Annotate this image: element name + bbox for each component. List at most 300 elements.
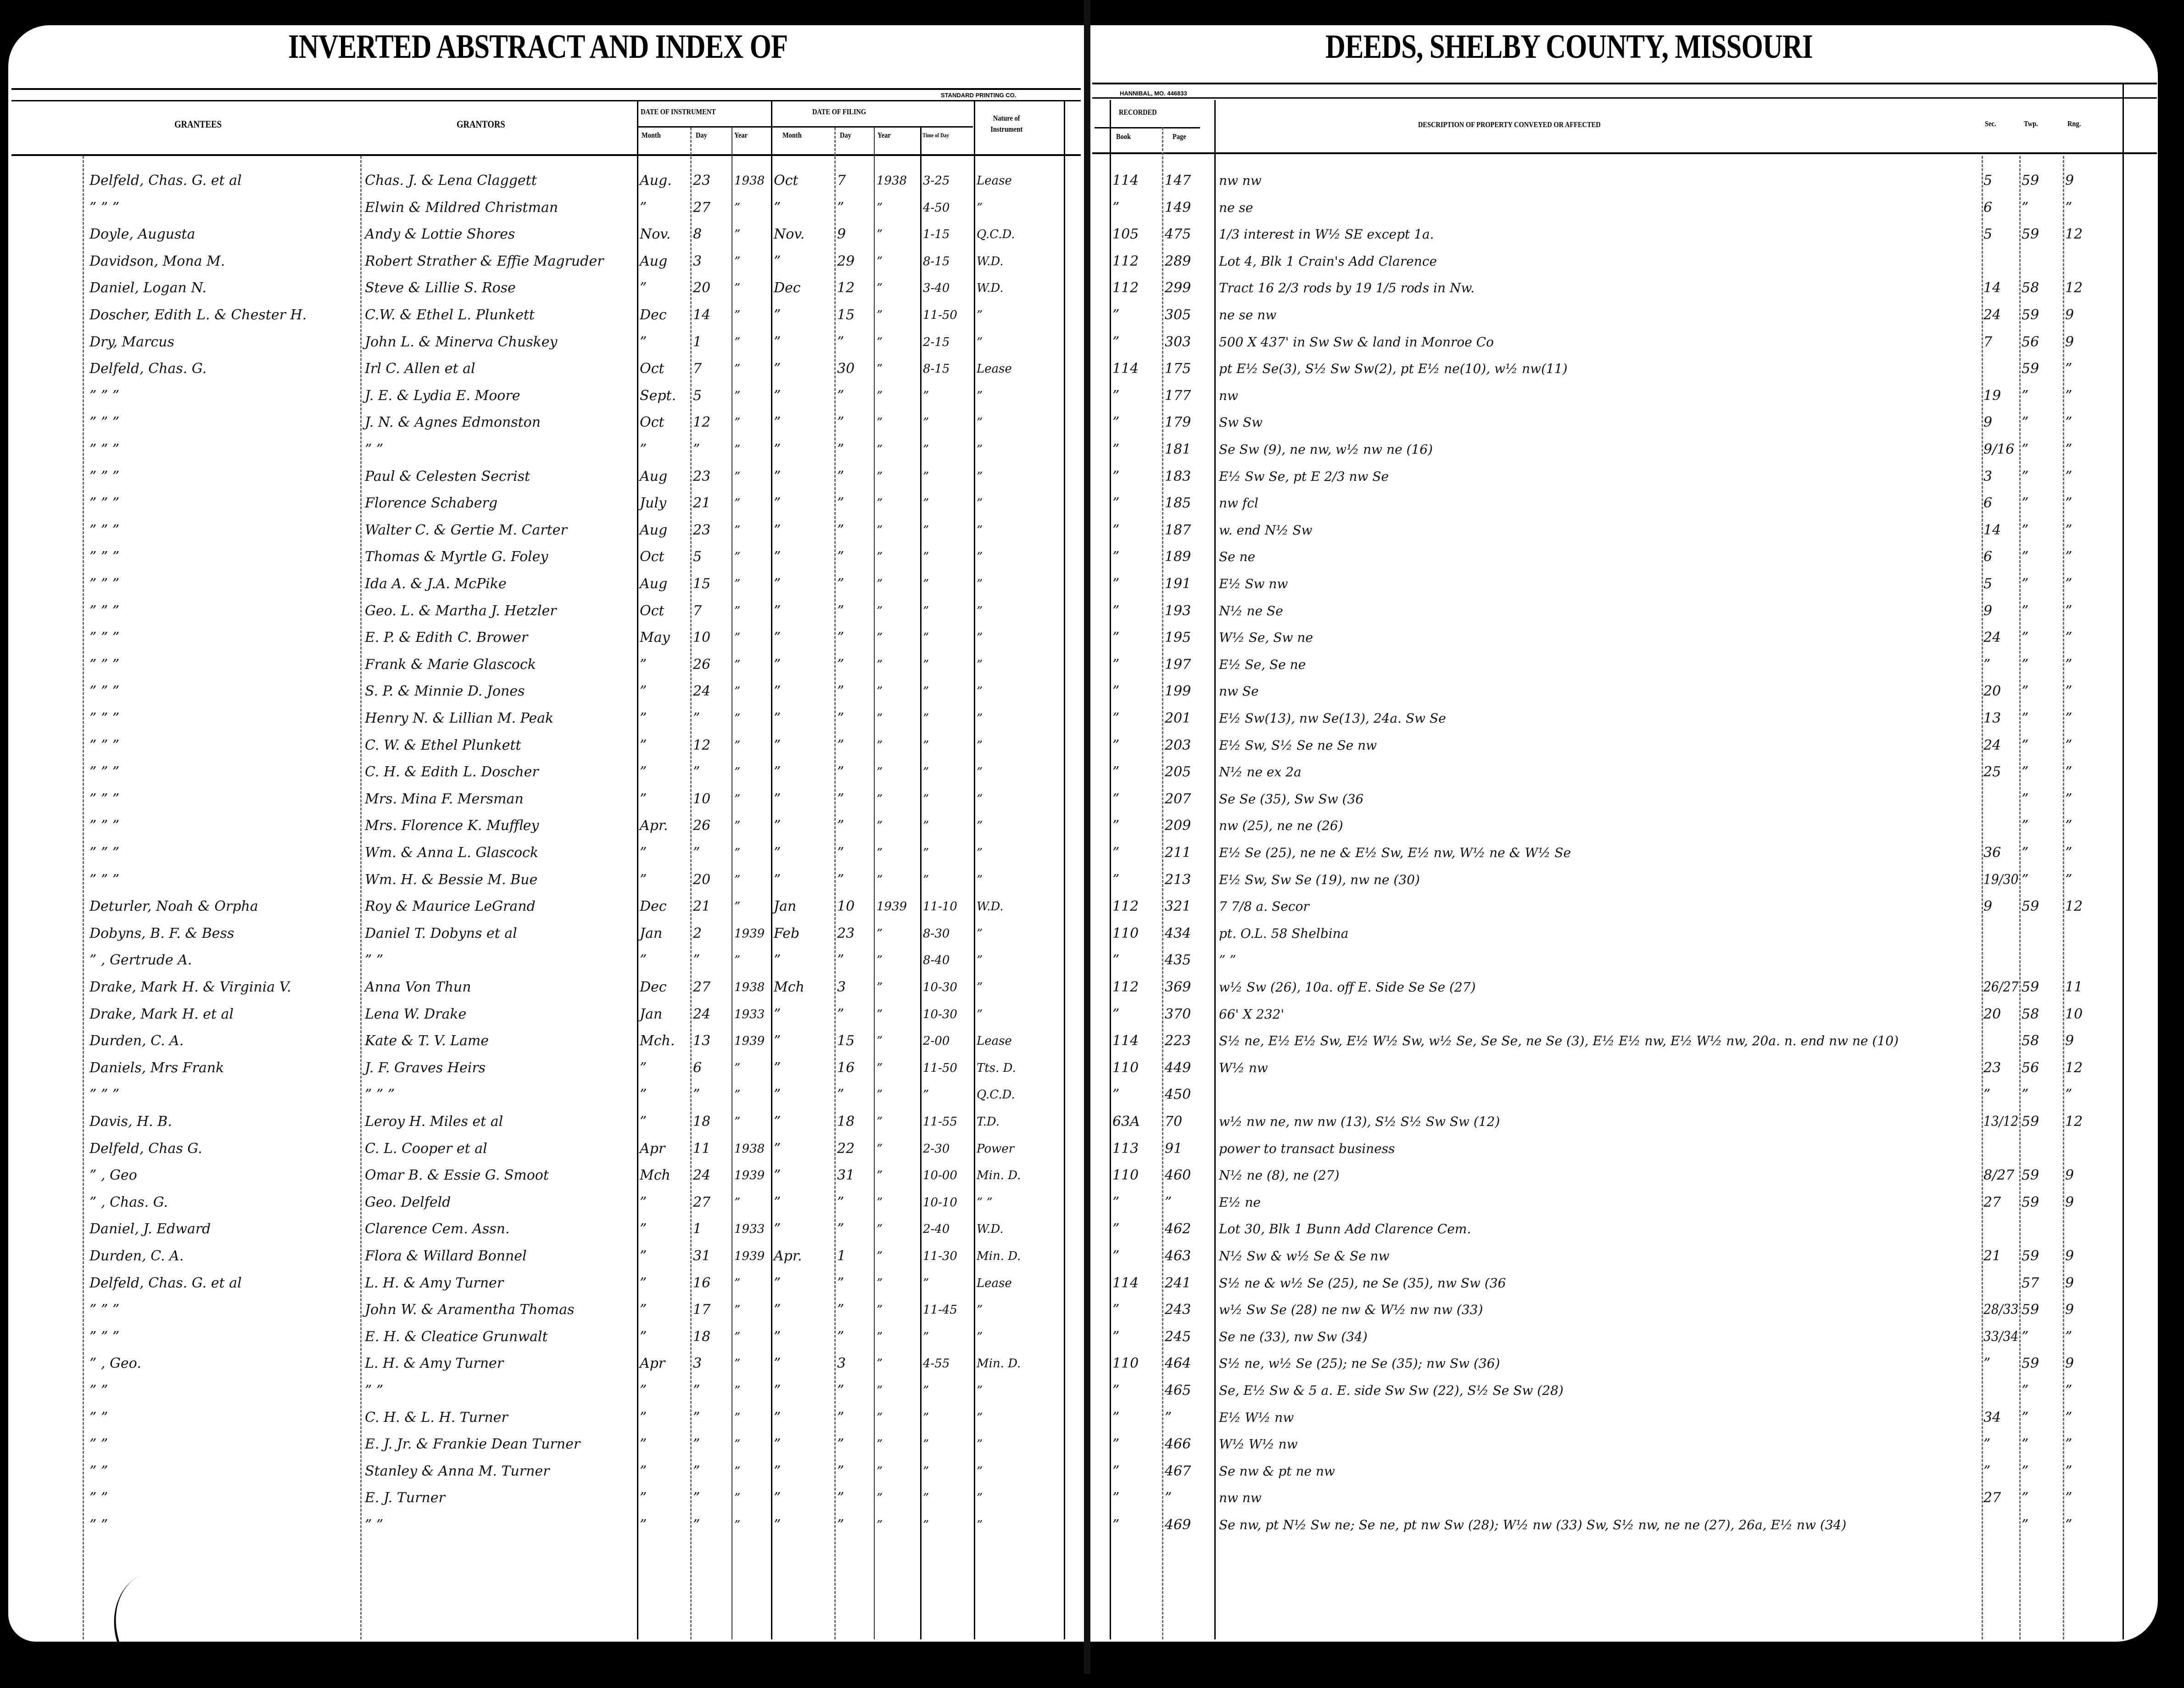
filing-day-cell: ” xyxy=(837,1221,844,1237)
filing-month-cell: ” xyxy=(774,549,781,565)
instrument-year-cell: ” xyxy=(734,228,741,242)
description-cell: N½ ne Se xyxy=(1219,603,1283,618)
book-cell: ” xyxy=(1112,656,1120,673)
filing-year-cell: ” xyxy=(877,201,883,215)
grantee-cell: ” ” ” xyxy=(89,495,120,512)
instrument-year-cell: 1938 xyxy=(734,980,765,994)
description-cell: Sw Sw xyxy=(1219,415,1263,430)
nature-cell: ” xyxy=(977,926,983,941)
instrument-year-cell: ” xyxy=(734,389,741,403)
nature-cell: ” xyxy=(977,1330,983,1344)
filing-month-cell: ” xyxy=(774,522,781,538)
instrument-month-cell: ” xyxy=(640,199,647,216)
table-row xyxy=(0,652,2184,678)
filing-month-cell: Jan xyxy=(774,898,797,915)
filing-year-cell: ” xyxy=(877,765,883,780)
grantor-cell: Thomas & Myrtle G. Foley xyxy=(365,549,548,565)
rng-cell: 12 xyxy=(2065,1114,2083,1130)
filing-day-cell: ” xyxy=(837,630,844,646)
sec-cell: 26/27 xyxy=(1983,979,2019,995)
description-cell: nw fcl xyxy=(1219,496,1258,511)
rng-cell: ” xyxy=(2065,710,2072,726)
twp-cell: ” xyxy=(2022,549,2029,565)
grantor-cell: Daniel T. Dobyns et al xyxy=(365,925,517,941)
description-cell: S½ ne, w½ Se (25); ne Se (35); nw Sw (36) xyxy=(1219,1356,1500,1371)
filing-day-cell: 7 xyxy=(837,173,846,189)
twp-cell: 59 xyxy=(2022,1194,2039,1210)
table-row xyxy=(0,490,2184,517)
rng-cell: 11 xyxy=(2065,979,2083,995)
instrument-day-cell: 27 xyxy=(693,1194,711,1210)
nature-cell: ” xyxy=(977,1491,983,1505)
filing-time-cell: ” xyxy=(923,846,929,860)
filing-day-cell: 10 xyxy=(837,898,855,915)
header-rule-top-left xyxy=(11,88,1081,90)
nature-cell: ” xyxy=(977,712,983,725)
filing-year-cell: ” xyxy=(877,792,883,806)
filing-time-cell: ” xyxy=(923,657,929,672)
nature-cell: ” xyxy=(977,416,983,430)
instrument-year-cell: ” xyxy=(734,469,741,484)
filing-day-cell: ” xyxy=(837,1463,844,1479)
instrument-day-cell: ” xyxy=(693,441,700,457)
rng-cell: 12 xyxy=(2065,1059,2083,1076)
filing-time-cell: 8-15 xyxy=(923,362,950,376)
description-cell: nw xyxy=(1219,388,1238,403)
grantor-cell: Geo. L. & Martha J. Hetzler xyxy=(365,602,557,619)
col-header-inst-year: Year xyxy=(734,131,748,139)
date-filing-subrule xyxy=(771,126,973,128)
grantor-cell: J. N. & Agnes Edmonston xyxy=(365,414,541,431)
rng-cell: ” xyxy=(2065,737,2072,753)
page-title-right: DEEDS, SHELBY COUNTY, MISSOURI xyxy=(1325,28,1813,66)
instrument-month-cell: Apr. xyxy=(640,818,668,834)
grantor-cell: ” ” xyxy=(365,1382,384,1398)
nature-cell: ” ” xyxy=(977,1195,993,1209)
table-row xyxy=(0,1458,2184,1485)
filing-year-cell: ” xyxy=(877,469,883,484)
grantee-cell: Daniel, J. Edward xyxy=(89,1221,211,1237)
twp-cell: 59 xyxy=(2022,1355,2039,1372)
sec-cell: 33/34 xyxy=(1983,1328,2019,1345)
grantor-cell: Robert Strather & Effie Magruder xyxy=(365,253,604,269)
filing-day-cell: 22 xyxy=(837,1140,855,1157)
filing-time-cell: ” xyxy=(923,577,929,591)
instrument-month-cell: ” xyxy=(640,280,647,296)
page-cell: 475 xyxy=(1165,226,1191,243)
page-cell: 299 xyxy=(1165,280,1191,296)
instrument-year-cell: ” xyxy=(734,873,741,887)
filing-month-cell: Mch xyxy=(774,979,804,995)
rng-cell: 10 xyxy=(2065,1006,2083,1022)
col-header-time-of-day: Time of Day xyxy=(922,132,950,139)
page-cell: 197 xyxy=(1165,656,1191,673)
grantor-cell: John L. & Minerva Chuskey xyxy=(365,334,558,350)
instrument-month-cell: ” xyxy=(640,1436,647,1453)
grantee-cell: ” ” ” xyxy=(89,710,120,726)
table-row xyxy=(0,1028,2184,1054)
instrument-year-cell: 1939 xyxy=(734,1034,765,1048)
twp-cell: ” xyxy=(2022,522,2029,538)
rng-cell: 9 xyxy=(2065,1275,2074,1291)
rng-cell: ” xyxy=(2065,683,2072,700)
instrument-year-cell: ” xyxy=(734,1437,741,1452)
grantor-cell: E. J. Jr. & Frankie Dean Turner xyxy=(365,1436,581,1453)
filing-time-cell: 2-40 xyxy=(923,1222,950,1237)
grantee-cell: ” ” ” xyxy=(89,1328,120,1345)
grantee-cell: ” ” ” xyxy=(89,1302,120,1318)
page-cell: 187 xyxy=(1165,522,1191,538)
filing-month-cell: Dec xyxy=(774,280,801,296)
instrument-day-cell: 5 xyxy=(693,387,702,404)
sec-cell: 23 xyxy=(1983,1059,2001,1076)
description-cell: W½ nw xyxy=(1219,1060,1268,1075)
table-row xyxy=(0,1377,2184,1404)
rng-cell: ” xyxy=(2065,1409,2072,1426)
description-cell: ” ” xyxy=(1219,953,1236,968)
book-cell: 114 xyxy=(1112,361,1139,377)
rng-cell: ” xyxy=(2065,576,2072,592)
table-row xyxy=(0,1081,2184,1108)
table-row xyxy=(0,893,2184,920)
instrument-month-cell: ” xyxy=(640,791,647,807)
grantee-cell: ” ” xyxy=(89,1490,108,1506)
filing-time-cell: ” xyxy=(923,389,929,403)
grantor-cell: C. H. & Edith L. Doscher xyxy=(365,764,539,780)
filing-month-cell: ” xyxy=(774,1463,781,1479)
sec-cell: 13 xyxy=(1983,710,2001,726)
book-cell: 112 xyxy=(1112,253,1139,269)
rng-cell: ” xyxy=(2065,1382,2072,1398)
page-cell: 460 xyxy=(1165,1167,1191,1184)
instrument-day-cell: 7 xyxy=(693,361,702,377)
instrument-year-cell: ” xyxy=(734,1384,741,1398)
filing-time-cell: ” xyxy=(923,1088,929,1102)
sec-cell: 7 xyxy=(1983,334,1993,350)
instrument-month-cell: ” xyxy=(640,1490,647,1506)
filing-day-cell: ” xyxy=(837,414,844,431)
grantor-cell: Flora & Willard Bonnel xyxy=(365,1248,527,1264)
col-header-sec: Sec. xyxy=(1985,119,1996,128)
sec-cell: 9 xyxy=(1983,414,1993,431)
nature-cell: ” xyxy=(977,873,983,887)
instrument-month-cell: ” xyxy=(640,871,647,888)
table-row xyxy=(0,1162,2184,1189)
rng-cell: 9 xyxy=(2065,1355,2074,1372)
book-cell: 112 xyxy=(1112,280,1139,296)
instrument-day-cell: 20 xyxy=(693,280,711,296)
table-row xyxy=(0,1512,2184,1538)
instrument-day-cell: 21 xyxy=(693,495,711,512)
grantor-cell: C.W. & Ethel L. Plunkett xyxy=(365,307,535,323)
page-title-left: INVERTED ABSTRACT AND INDEX OF xyxy=(288,28,788,66)
rng-cell: 12 xyxy=(2065,226,2083,243)
sec-cell: 20 xyxy=(1983,1006,2001,1022)
table-row xyxy=(0,1270,2184,1297)
book-cell: ” xyxy=(1112,199,1120,216)
description-cell: E½ Se, Se ne xyxy=(1219,657,1306,672)
page-cell: 191 xyxy=(1165,576,1191,592)
instrument-year-cell: ” xyxy=(734,523,741,537)
table-row xyxy=(0,275,2184,301)
filing-month-cell: ” xyxy=(774,468,781,485)
instrument-month-cell: ” xyxy=(640,1275,647,1291)
filing-day-cell: ” xyxy=(837,1086,844,1103)
book-cell: 114 xyxy=(1112,173,1139,189)
instrument-year-cell: ” xyxy=(734,1088,741,1102)
twp-cell: 59 xyxy=(2022,361,2039,377)
rng-cell: 9 xyxy=(2065,334,2074,350)
instrument-month-cell: ” xyxy=(640,1409,647,1426)
grantee-cell: ” ” ” xyxy=(89,414,120,431)
filing-year-cell: ” xyxy=(877,685,883,699)
sec-cell: 9/16 xyxy=(1983,441,2015,457)
instrument-day-cell: 27 xyxy=(693,199,711,216)
sec-cell: 27 xyxy=(1983,1194,2001,1210)
grantee-cell: ” ” ” xyxy=(89,387,120,404)
filing-month-cell: ” xyxy=(774,737,781,753)
filing-month-cell: ” xyxy=(774,656,781,673)
page-cell: 70 xyxy=(1165,1114,1183,1130)
instrument-year-cell: ” xyxy=(734,604,741,618)
binder-hole xyxy=(2173,101,2180,119)
filing-year-cell: ” xyxy=(877,1491,883,1505)
grantor-cell: Elwin & Mildred Christman xyxy=(365,199,559,216)
filing-year-cell: ” xyxy=(877,1007,883,1021)
filing-day-cell: ” xyxy=(837,576,844,592)
grantee-cell: ” ” ” xyxy=(89,602,120,619)
table-row xyxy=(0,302,2184,329)
filing-month-cell: Oct xyxy=(774,173,799,189)
filing-time-cell: ” xyxy=(923,550,929,564)
page-cell: 199 xyxy=(1165,683,1191,700)
description-cell: w½ Sw Se (28) ne nw & W½ nw nw (33) xyxy=(1219,1302,1483,1318)
twp-cell: ” xyxy=(2022,441,2029,457)
grantee-cell: Davidson, Mona M. xyxy=(89,253,225,269)
rng-cell: 9 xyxy=(2065,173,2074,189)
instrument-year-cell: ” xyxy=(734,362,741,376)
description-cell: 66' X 232' xyxy=(1219,1006,1285,1022)
filing-year-cell: ” xyxy=(877,496,883,511)
rng-cell: ” xyxy=(2065,199,2072,216)
filing-month-cell: ” xyxy=(774,1033,781,1049)
nature-cell: Lease xyxy=(977,1034,1012,1048)
nature-cell: Min. D. xyxy=(977,1249,1021,1263)
filing-year-cell: ” xyxy=(877,1115,883,1129)
filing-year-cell: ” xyxy=(877,228,883,242)
instrument-day-cell: ” xyxy=(693,952,700,969)
filing-year-cell: ” xyxy=(877,1088,883,1102)
filing-day-cell: ” xyxy=(837,845,844,861)
rng-cell: ” xyxy=(2065,1490,2072,1506)
table-row xyxy=(0,221,2184,248)
filing-time-cell: 10-10 xyxy=(923,1195,957,1209)
description-cell: nw nw xyxy=(1219,173,1262,188)
grantee-cell: ” ” ” xyxy=(89,468,120,485)
book-cell: ” xyxy=(1112,1490,1120,1506)
filing-time-cell: ” xyxy=(923,469,929,484)
filing-year-cell: ” xyxy=(877,523,883,537)
twp-cell: ” xyxy=(2022,1517,2029,1533)
nature-cell: W.D. xyxy=(977,254,1004,268)
instrument-month-cell: May xyxy=(640,630,670,646)
filing-month-cell: ” xyxy=(774,1059,781,1076)
twp-cell: ” xyxy=(2022,737,2029,753)
instrument-day-cell: ” xyxy=(693,1490,700,1506)
twp-cell: ” xyxy=(2022,1382,2029,1398)
filing-time-cell: 2-15 xyxy=(923,335,950,349)
twp-cell: ” xyxy=(2022,871,2029,888)
filing-time-cell: ” xyxy=(923,1276,929,1290)
printer-imprint-right: HANNIBAL, MO. 446833 xyxy=(1120,90,1187,97)
book-cell: ” xyxy=(1112,683,1120,700)
filing-time-cell: 8-15 xyxy=(923,254,950,268)
filing-month-cell: ” xyxy=(774,1355,781,1372)
twp-cell: ” xyxy=(2022,710,2029,726)
col-header-date-of-filing: DATE OF FILING xyxy=(812,107,866,116)
rng-cell: ” xyxy=(2065,468,2072,485)
twp-cell: 58 xyxy=(2022,1033,2039,1049)
filing-time-cell: ” xyxy=(923,1384,929,1398)
twp-cell: 56 xyxy=(2022,334,2039,350)
filing-time-cell: ” xyxy=(923,765,929,780)
twp-cell: ” xyxy=(2022,199,2029,216)
table-row xyxy=(0,517,2184,544)
table-row xyxy=(0,947,2184,974)
filing-day-cell: ” xyxy=(837,1194,844,1210)
grantor-cell: Andy & Lottie Shores xyxy=(365,226,515,243)
grantee-cell: Delfeld, Chas. G. et al xyxy=(89,173,242,189)
rng-cell: 9 xyxy=(2065,1167,2074,1184)
page-cell: 241 xyxy=(1165,1275,1191,1291)
rng-cell: 12 xyxy=(2065,280,2083,296)
col-header-inst-day: Day xyxy=(696,131,707,139)
book-cell: ” xyxy=(1112,522,1120,538)
instrument-month-cell: ” xyxy=(640,1248,647,1264)
sec-cell: 36 xyxy=(1983,845,2001,861)
instrument-day-cell: 27 xyxy=(693,979,711,995)
twp-cell: ” xyxy=(2022,576,2029,592)
rng-cell: ” xyxy=(2065,656,2072,673)
instrument-month-cell: Sept. xyxy=(640,387,676,404)
filing-month-cell: ” xyxy=(774,307,781,323)
col-header-filing-month: Month xyxy=(782,131,802,139)
filing-day-cell: ” xyxy=(837,1436,844,1453)
page-cell: 305 xyxy=(1165,307,1191,323)
instrument-month-cell: Oct xyxy=(640,602,665,619)
grantor-cell: Kate & T. V. Lame xyxy=(365,1033,489,1049)
book-cell: ” xyxy=(1112,1194,1120,1210)
twp-cell: 59 xyxy=(2022,979,2039,995)
rng-cell: ” xyxy=(2065,818,2072,834)
instrument-day-cell: 20 xyxy=(693,871,711,888)
grantee-cell: ” , Geo. xyxy=(89,1355,141,1372)
instrument-month-cell: ” xyxy=(640,845,647,861)
filing-year-cell: ” xyxy=(877,873,883,887)
sec-cell: 34 xyxy=(1983,1409,2001,1426)
filing-day-cell: ” xyxy=(837,1302,844,1318)
twp-cell: ” xyxy=(2022,683,2029,700)
instrument-month-cell: ” xyxy=(640,656,647,673)
filing-year-cell: ” xyxy=(877,362,883,376)
nature-cell: ” xyxy=(977,819,983,833)
table-row xyxy=(0,1136,2184,1162)
page-cell: 243 xyxy=(1165,1302,1191,1318)
filing-month-cell: ” xyxy=(774,334,781,350)
grantee-cell: ” ” ” xyxy=(89,845,120,861)
instrument-month-cell: Aug xyxy=(640,522,668,538)
grantee-cell: Durden, C. A. xyxy=(89,1033,184,1049)
nature-cell: ” xyxy=(977,577,983,591)
col-header-book: Book xyxy=(1116,132,1131,141)
nature-cell: ” xyxy=(977,1437,983,1452)
rng-cell: ” xyxy=(2065,791,2072,807)
filing-time-cell: ” xyxy=(923,1491,929,1505)
description-cell: 7 7/8 a. Secor xyxy=(1219,899,1309,914)
nature-cell: Lease xyxy=(977,362,1012,376)
twp-cell: ” xyxy=(2022,1436,2029,1453)
grantee-cell: Delfeld, Chas G. xyxy=(89,1140,202,1157)
description-cell: Lot 4, Blk 1 Crain's Add Clarence xyxy=(1219,253,1437,269)
table-row xyxy=(0,705,2184,732)
col-header-inst-month: Month xyxy=(642,131,661,139)
table-row xyxy=(0,436,2184,463)
instrument-day-cell: ” xyxy=(693,764,700,780)
grantee-cell: ” ” ” xyxy=(89,818,120,834)
filing-day-cell: ” xyxy=(837,1409,844,1426)
filing-day-cell: ” xyxy=(837,737,844,753)
description-cell: Se nw & pt ne nw xyxy=(1219,1463,1335,1479)
nature-cell: ” xyxy=(977,980,983,994)
table-row xyxy=(0,463,2184,490)
header-rule-bottom-right xyxy=(1092,152,2157,154)
twp-cell: 59 xyxy=(2022,1114,2039,1130)
instrument-month-cell: Aug. xyxy=(640,173,672,189)
grantor-cell: Mrs. Mina F. Mersman xyxy=(365,791,524,807)
instrument-day-cell: 15 xyxy=(693,576,711,592)
rng-cell: ” xyxy=(2065,387,2072,404)
book-cell: ” xyxy=(1112,1409,1120,1426)
nature-cell: ” xyxy=(977,604,983,618)
grantee-cell: ” ” ” xyxy=(89,737,120,753)
nature-cell: T.D. xyxy=(977,1115,1000,1129)
rng-cell: ” xyxy=(2065,1463,2072,1479)
col-header-date-of-instrument: DATE OF INSTRUMENT xyxy=(641,107,716,116)
instrument-year-cell: ” xyxy=(734,953,741,968)
filing-day-cell: ” xyxy=(837,495,844,512)
rng-cell: ” xyxy=(2065,1436,2072,1453)
nature-cell: W.D. xyxy=(977,900,1004,914)
filing-day-cell: 3 xyxy=(837,979,846,995)
filing-day-cell: 9 xyxy=(837,226,846,243)
grantor-cell: Clarence Cem. Assn. xyxy=(365,1221,510,1237)
sec-cell: 24 xyxy=(1983,307,2001,323)
filing-time-cell: 10-30 xyxy=(923,980,957,994)
filing-time-cell: 8-30 xyxy=(923,926,950,941)
page-cell: ” xyxy=(1165,1490,1172,1506)
sec-cell: 19/30 xyxy=(1983,871,2019,888)
instrument-month-cell: Nov. xyxy=(640,226,671,243)
filing-year-cell: ” xyxy=(877,631,883,645)
page-cell: 469 xyxy=(1165,1517,1191,1533)
page-cell: 185 xyxy=(1165,495,1191,512)
page-cell: 223 xyxy=(1165,1033,1191,1049)
book-cell: ” xyxy=(1112,1517,1120,1533)
twp-cell: ” xyxy=(2022,791,2029,807)
instrument-year-cell: ” xyxy=(734,201,741,215)
filing-day-cell: 1 xyxy=(837,1248,846,1264)
filing-year-cell: ” xyxy=(877,577,883,591)
